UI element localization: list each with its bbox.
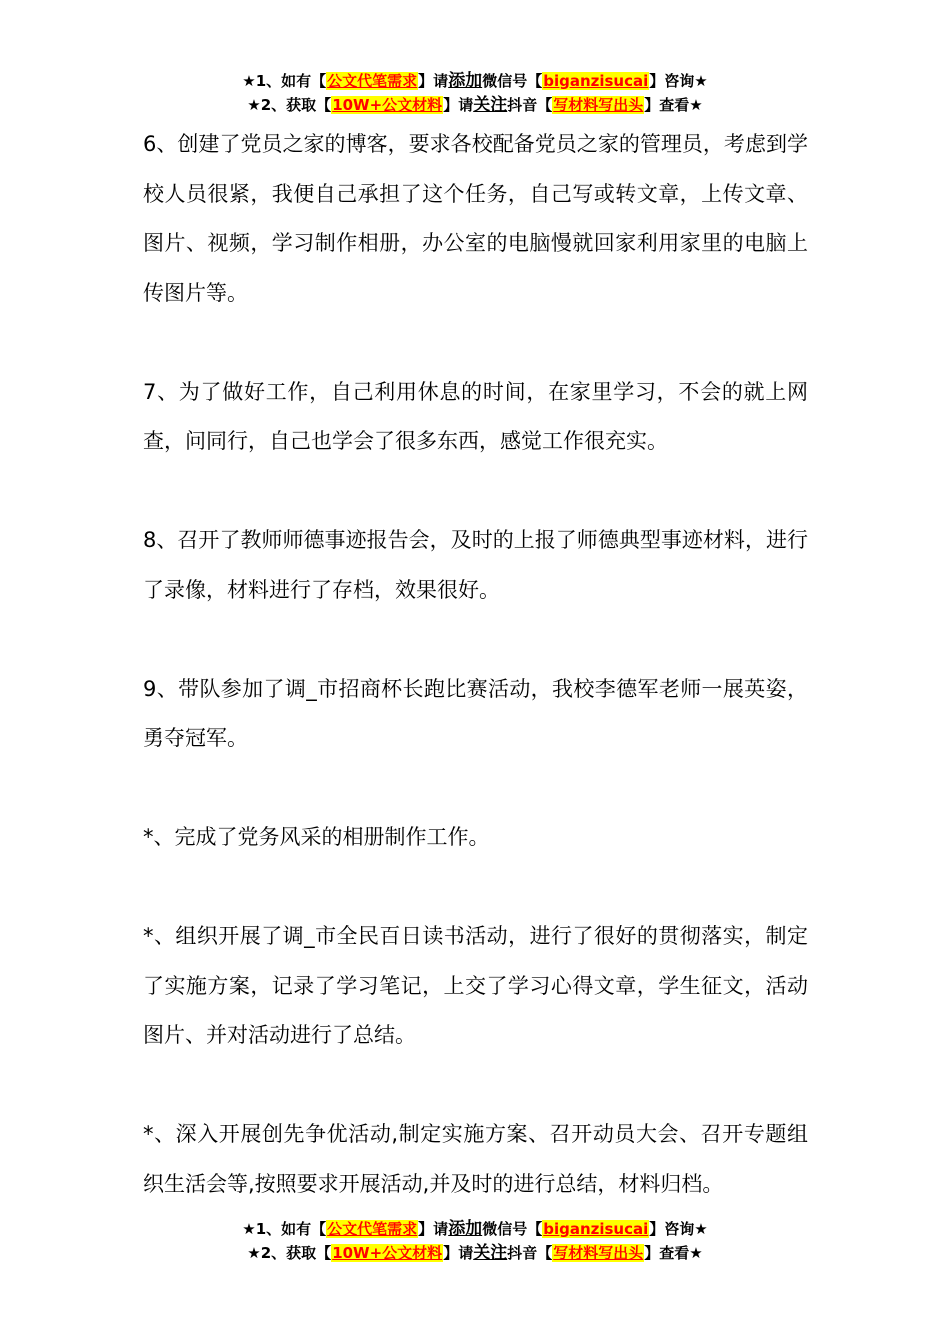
banner-text: 】请 xyxy=(443,96,474,114)
paragraph-item-7: 7、为了做好工作，自己利用休息的时间，在家里学习，不会的就上网查，问同行，自己也学会了很多东西，感觉工作很充实。 xyxy=(143,379,808,453)
paragraph-item-12: *、深入开展创先争优活动,制定实施方案、召开动员大会、召开专题组织生活会等,按照要求开展活动,并及时的进行总结，材料归档。 xyxy=(143,1122,808,1196)
banner-highlight: 写材料写出头 xyxy=(553,1244,644,1262)
paragraph-item-11: *、组织开展了调_市全民百日读书活动，进行了很好的贯彻落实，制定了实施方案，记录了学习笔记，上交了学习心得文章，学生征文，活动图片、并对活动进行了总结。 xyxy=(143,924,808,1047)
banner-line-2 xyxy=(0,93,950,117)
banner-text: 抖音【 xyxy=(507,1244,553,1262)
banner-text: 微信号【 xyxy=(482,72,543,90)
banner-text: 】请 xyxy=(443,1244,474,1262)
banner-line-2 xyxy=(0,1241,950,1265)
banner-text: ★1、如有【 xyxy=(242,72,327,90)
paragraph-item-9: 9、带队参加了调_市招商杯长跑比赛活动，我校李德军老师一展英姿，勇夺冠军。 xyxy=(143,676,808,750)
paragraph-item-6: 6、创建了党员之家的博客，要求各校配备党员之家的管理员，考虑到学校人员很紧，我便自己承担了这个任务，自己写或转文章，上传文章、图片、视频，学习制作相册，办公室的电脑慢就回家利用家里的电脑上传图片等。 xyxy=(143,132,808,305)
banner-highlight: 公文代笔需求 xyxy=(327,1220,418,1238)
banner-text: 】咨询★ xyxy=(649,72,708,90)
banner-text: 】请 xyxy=(418,1220,449,1238)
header-banner xyxy=(0,69,950,117)
banner-highlight: 10W+公文材料 xyxy=(332,1244,443,1262)
banner-highlight: 写材料写出头 xyxy=(553,96,644,114)
footer-banner xyxy=(0,1217,950,1265)
banner-text: 抖音【 xyxy=(507,96,553,114)
document-body xyxy=(143,120,808,1259)
banner-emphasis: 关注 xyxy=(473,95,508,115)
banner-text: ★2、获取【 xyxy=(247,1244,332,1262)
paragraph-item-8: 8、召开了教师师德事迹报告会，及时的上报了师德典型事迹材料，进行了录像，材料进行了存档，效果很好。 xyxy=(143,528,808,602)
banner-text: 】请 xyxy=(418,72,449,90)
banner-emphasis: 添加 xyxy=(448,1219,483,1239)
banner-text: ★2、获取【 xyxy=(247,96,332,114)
banner-emphasis: 关注 xyxy=(473,1243,508,1263)
banner-text: 】查看★ xyxy=(644,1244,703,1262)
banner-highlight: biganzisucai xyxy=(543,1220,649,1238)
banner-line-1 xyxy=(0,1217,950,1241)
banner-highlight: 公文代笔需求 xyxy=(327,72,418,90)
banner-line-1 xyxy=(0,69,950,93)
banner-text: 】咨询★ xyxy=(649,1220,708,1238)
banner-highlight: 10W+公文材料 xyxy=(332,96,443,114)
banner-text: 微信号【 xyxy=(482,1220,543,1238)
banner-text: 】查看★ xyxy=(644,96,703,114)
banner-emphasis: 添加 xyxy=(448,71,483,91)
paragraph-item-10: *、完成了党务风采的相册制作工作。 xyxy=(143,825,490,849)
banner-text: ★1、如有【 xyxy=(242,1220,327,1238)
banner-highlight: biganzisucai xyxy=(543,72,649,90)
